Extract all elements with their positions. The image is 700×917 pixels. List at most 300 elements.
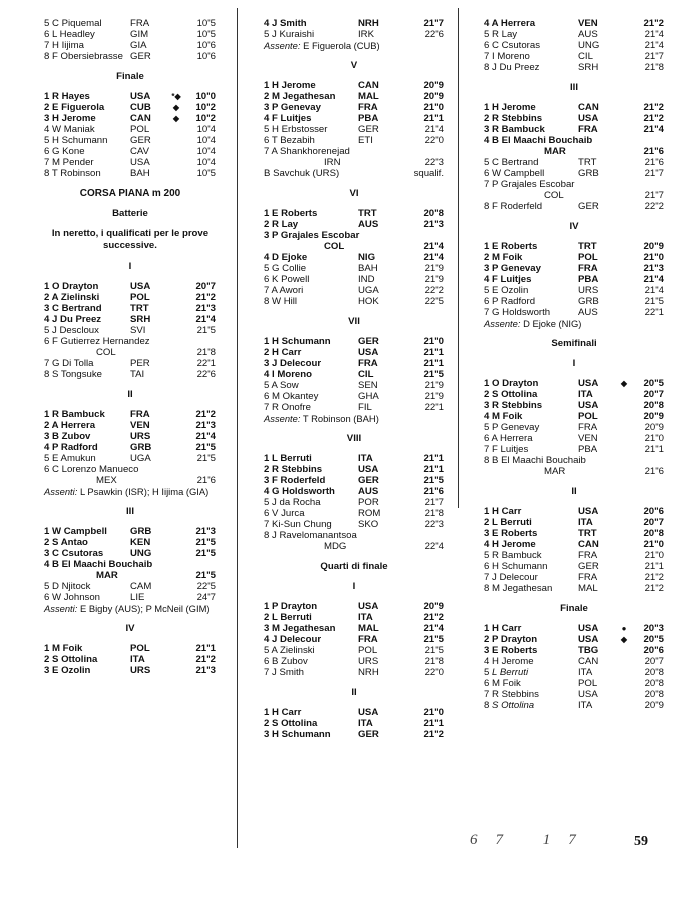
result-row [484, 517, 664, 528]
time-value: 21"4 [643, 124, 664, 135]
athlete-name: F Luitjes [492, 274, 532, 285]
place: 5 [264, 645, 270, 656]
country-code: CAM [130, 581, 152, 592]
record-marker [618, 62, 630, 73]
record-marker [170, 146, 182, 157]
result-row [484, 583, 664, 594]
athlete-cell [264, 80, 358, 91]
result-row [264, 168, 444, 179]
country-code: CAN [578, 656, 599, 667]
time-value: 10"2 [195, 113, 216, 124]
place: 1 [44, 91, 50, 102]
record-marker [170, 40, 182, 51]
status-note: squalif. [413, 168, 444, 179]
athlete-cell [484, 561, 578, 572]
time-value: 21"2 [644, 572, 664, 583]
record-marker: ◆ [620, 635, 628, 644]
athlete-cell [44, 654, 130, 665]
record-marker [626, 135, 636, 146]
athlete-cell [264, 296, 358, 307]
athlete-cell [264, 347, 358, 358]
absent-label: Assenti: [44, 486, 78, 497]
athlete-cell [484, 62, 578, 73]
country-code: URS [358, 656, 379, 667]
record-marker [618, 656, 630, 667]
result-row [264, 358, 444, 369]
place: 7 [484, 572, 490, 583]
country-code: MDG [324, 541, 347, 552]
result-row [484, 201, 664, 212]
result-row [484, 18, 664, 29]
place: 3 [264, 358, 270, 369]
athlete-name: C Piquemal [52, 18, 102, 29]
record-marker [398, 486, 410, 497]
result-row [44, 442, 216, 453]
result-row [264, 219, 444, 230]
place: 7 [484, 307, 490, 318]
place: 8 [484, 583, 490, 594]
place: 2 [264, 347, 270, 358]
country-code: POR [358, 497, 379, 508]
record-marker [618, 285, 630, 296]
athlete-cell [484, 583, 578, 594]
time-value: 22"1 [424, 402, 444, 413]
time-value: 20"5 [643, 378, 664, 389]
time-value: 10"5 [196, 29, 216, 40]
time-value: 24"7 [196, 592, 216, 603]
place: 4 [264, 113, 270, 124]
place: 6 [44, 29, 50, 40]
results-section [264, 18, 444, 51]
time-value: 21"0 [643, 252, 664, 263]
section-heading: Semifinali [551, 338, 597, 349]
record-marker [618, 572, 630, 583]
athlete-cell [484, 444, 578, 455]
record-marker [170, 18, 182, 29]
time-value: 21"5 [196, 325, 216, 336]
athlete-cell [44, 453, 130, 464]
athlete-name: H Carr [272, 707, 302, 718]
country-code: FRA [130, 409, 150, 420]
athlete-name: H Jerome [52, 113, 96, 124]
athlete-cell [484, 113, 578, 124]
country-code [358, 530, 398, 541]
athlete-name: M Foik [492, 252, 523, 263]
place: 2 [484, 634, 490, 645]
record-marker [618, 539, 630, 550]
athlete-name: B Zubov [272, 656, 308, 667]
time-value: 21"5 [195, 442, 216, 453]
result-row [264, 113, 444, 124]
section-heading: II [127, 389, 133, 400]
record-marker [170, 548, 182, 559]
result-row [484, 113, 664, 124]
country-code: TRT [358, 208, 377, 219]
country-code: VEN [578, 433, 598, 444]
country-code: ITA [578, 667, 593, 678]
result-row [264, 634, 444, 645]
athlete-name: W Campbell [492, 168, 545, 179]
country-code: NIG [358, 252, 376, 263]
result-row [44, 526, 216, 537]
result-row [264, 146, 444, 157]
record-marker [398, 623, 410, 634]
result-row [44, 102, 216, 113]
section-heading: Quarti di finale [320, 561, 388, 572]
results-section [264, 581, 444, 678]
country-code: POL [130, 292, 150, 303]
time-value: 20"8 [643, 400, 664, 411]
athlete-cell [484, 102, 578, 113]
place: 1 [264, 453, 270, 464]
athlete-name: A Shankhorenejad [271, 146, 350, 157]
country-code: SRH [578, 62, 599, 73]
country-code: KEN [130, 537, 151, 548]
result-row [484, 400, 664, 411]
time-value: 20"7 [643, 517, 664, 528]
time-value: 21"1 [195, 643, 216, 654]
athlete-name: J Ravelomanantsoa [272, 530, 357, 541]
country-code: TRT [578, 157, 597, 168]
place: 6 [264, 135, 270, 146]
record-marker [398, 29, 410, 40]
result-row [484, 656, 664, 667]
athlete-cell [484, 400, 578, 411]
athlete-name: E Roberts [492, 528, 538, 539]
absent-note [264, 40, 444, 51]
athlete-cell [44, 18, 130, 29]
time-value: 21"5 [644, 296, 664, 307]
athlete-name: C Csutoras [52, 548, 104, 559]
place: 1 [484, 506, 490, 517]
athlete-name: P Drayton [272, 601, 318, 612]
record-marker [618, 517, 630, 528]
athlete-cell [484, 307, 578, 318]
record-marker [398, 219, 410, 230]
country-code: COL [324, 241, 345, 252]
record-marker [618, 645, 630, 656]
record-marker [170, 526, 182, 537]
record-marker [618, 411, 630, 422]
country-code: AUS [578, 307, 598, 318]
result-row [44, 581, 216, 592]
time-value: 21"7 [423, 18, 444, 29]
absent-names: E Figuerola (CUB) [300, 40, 380, 51]
result-row [484, 411, 664, 422]
record-marker [618, 307, 630, 318]
result-row [44, 431, 216, 442]
place: 2 [484, 113, 490, 124]
athlete-cell [264, 230, 359, 241]
athlete-cell [44, 442, 130, 453]
time-value: 22"2 [424, 285, 444, 296]
athlete-cell [264, 18, 358, 29]
section-heading: Batterie [112, 208, 148, 219]
record-marker [618, 40, 630, 51]
section-note: In neretto, i qualificati per le prove successive. [51, 228, 209, 251]
country-code: FRA [358, 634, 378, 645]
place: 7 [264, 146, 270, 157]
athlete-name: G Collie [272, 263, 307, 274]
results-section [44, 261, 216, 380]
record-marker [618, 252, 630, 263]
athlete-cell [44, 464, 138, 475]
country-code: GER [578, 201, 599, 212]
place: 4 [264, 634, 270, 645]
result-row [264, 656, 444, 667]
results-column-3 [484, 18, 664, 720]
time-value: 20"6 [643, 506, 664, 517]
country-code: MAL [578, 583, 598, 594]
country-code: GER [358, 729, 379, 740]
athlete-name: H Jerome [272, 80, 316, 91]
athlete-name: A Herrera [51, 420, 96, 431]
country-code: HOK [358, 296, 379, 307]
time-value: 21"9 [424, 380, 444, 391]
time-value: 21"3 [195, 665, 216, 676]
country-code: GRB [578, 296, 599, 307]
country-code: POL [130, 643, 150, 654]
country-code: CUB [130, 102, 151, 113]
athlete-name: A Herrera [491, 433, 533, 444]
record-marker [618, 667, 630, 678]
time-value: 21"6 [644, 157, 664, 168]
time-value: 21"7 [424, 497, 444, 508]
country-code: AUS [578, 29, 598, 40]
place: 2 [484, 389, 490, 400]
result-row [484, 157, 664, 168]
record-marker [618, 263, 630, 274]
time-value: 21"1 [423, 453, 444, 464]
athlete-cell [44, 409, 130, 420]
athlete-name: F Obersiebrasse [52, 51, 123, 62]
country-code: GER [578, 561, 599, 572]
results-section [44, 71, 216, 179]
athlete-cell [44, 592, 130, 603]
athlete-name: J Delecour [272, 358, 322, 369]
section-heading: II [351, 687, 357, 698]
country-code: CIL [578, 51, 593, 62]
athlete-name: I Moreno [272, 369, 312, 380]
athlete-name: W Johnson [52, 592, 101, 603]
result-row [44, 665, 216, 676]
athlete-cell [484, 135, 592, 146]
country-code: IRN [324, 157, 341, 168]
athlete-cell [44, 581, 130, 592]
athlete-cell [264, 91, 358, 102]
athlete-cell [264, 263, 358, 274]
record-marker [618, 201, 630, 212]
place: 6 [484, 296, 490, 307]
time-value: 21"0 [423, 707, 444, 718]
result-row [44, 420, 216, 431]
time-value: 20"7 [644, 656, 664, 667]
athlete-cell [484, 241, 578, 252]
athlete-name: J Du Preez [492, 62, 540, 73]
handwritten-note: 67 17 [470, 832, 594, 848]
athlete-name: P Radford [52, 442, 98, 453]
athlete-cell [264, 358, 358, 369]
athlete-cell [44, 168, 130, 179]
place: 7 [44, 40, 50, 51]
country-code: URS [130, 665, 151, 676]
athlete-name: B Zubov [52, 431, 91, 442]
results-section [264, 433, 444, 552]
athlete-cell [484, 634, 578, 645]
place: 3 [264, 729, 270, 740]
time-value: 20"8 [644, 689, 664, 700]
time-value: 10"4 [196, 146, 216, 157]
result-row [264, 80, 444, 91]
section-heading: VIII [346, 433, 362, 444]
time-value: 22"6 [424, 29, 444, 40]
athlete-name: E Ozolin [492, 285, 529, 296]
country-code: MAL [358, 623, 379, 634]
place: 2 [264, 718, 270, 729]
country-code: FRA [578, 263, 598, 274]
athlete-cell [264, 634, 358, 645]
athlete-cell [44, 526, 130, 537]
section-heading: IV [125, 623, 135, 634]
athlete-name: H Carr [272, 347, 302, 358]
athlete-cell [264, 219, 358, 230]
time-value: 21"4 [423, 241, 444, 252]
country-code: FRA [130, 18, 150, 29]
time-value: 21"2 [643, 102, 664, 113]
time-value: 21"4 [424, 124, 444, 135]
country-code: ROM [358, 508, 381, 519]
athlete-cell [264, 475, 358, 486]
record-marker [175, 464, 186, 475]
athlete-name: M Foik [492, 678, 521, 689]
time-value: 20"9 [644, 422, 664, 433]
place: 3 [484, 124, 490, 135]
record-marker [398, 729, 410, 740]
time-value: 21"7 [644, 168, 664, 179]
record-marker [398, 464, 410, 475]
athlete-cell [484, 124, 578, 135]
athlete-name: W Maniak [52, 124, 95, 135]
athlete-cell [44, 91, 130, 102]
result-row [264, 285, 444, 296]
place: 2 [44, 102, 50, 113]
time-value [633, 455, 664, 466]
athlete-name: J da Rocha [272, 497, 321, 508]
country-code: PBA [578, 444, 598, 455]
athlete-cell [264, 168, 354, 179]
result-row [264, 497, 444, 508]
place: 3 [264, 475, 270, 486]
record-marker [618, 400, 630, 411]
place: 8 [484, 62, 490, 73]
athlete-name: T Bezabih [271, 135, 315, 146]
place: 3 [44, 431, 50, 442]
time-value: 21"2 [423, 612, 444, 623]
athlete-cell [264, 135, 358, 146]
result-row [484, 168, 664, 179]
result-row [264, 18, 444, 29]
record-marker [618, 274, 630, 285]
record-marker [398, 656, 410, 667]
record-marker [398, 601, 410, 612]
record-marker [618, 506, 630, 517]
athlete-name: J Du Preez [52, 314, 102, 325]
athlete-name: M Foik [52, 643, 83, 654]
time-value: 21"6 [423, 486, 444, 497]
results-column-2 [264, 18, 444, 749]
place: 6 [484, 40, 490, 51]
time-value: 10"6 [196, 40, 216, 51]
result-row [484, 29, 664, 40]
country-code: NRH [358, 667, 379, 678]
athlete-name: P Radford [492, 296, 536, 307]
absent-note [484, 318, 664, 329]
athlete-name: J Descloux [52, 325, 99, 336]
time-value: 21"2 [643, 18, 664, 29]
place: 4 [484, 539, 490, 550]
athlete-cell [264, 391, 358, 402]
athlete-name: R Bambuck [52, 409, 105, 420]
place: 8 [44, 51, 50, 62]
athlete-cell [44, 40, 130, 51]
country-code: NRH [358, 18, 379, 29]
athlete-cell [484, 179, 578, 190]
result-row [484, 678, 664, 689]
athlete-name: E Roberts [492, 645, 538, 656]
athlete-cell [44, 51, 130, 62]
place: 2 [264, 219, 270, 230]
place: 3 [44, 548, 50, 559]
time-value: 21"4 [195, 431, 216, 442]
result-row [484, 378, 664, 389]
country-code: COL [544, 190, 564, 201]
place: 5 [44, 325, 50, 336]
country-code: ITA [358, 718, 373, 729]
country-code: USA [578, 634, 599, 645]
athlete-cell [44, 303, 130, 314]
athlete-cell [44, 369, 130, 380]
time-value: 21"3 [643, 263, 664, 274]
country-code: FRA [578, 124, 598, 135]
record-marker [170, 442, 182, 453]
record-marker: ◆ [172, 103, 180, 112]
record-marker [618, 444, 630, 455]
absent-note [264, 413, 444, 424]
place: 7 [264, 402, 270, 413]
record-marker [170, 409, 182, 420]
country-code: TBG [578, 645, 599, 656]
athlete-cell [44, 124, 130, 135]
athlete-name: J Smith [272, 18, 307, 29]
athlete-name: T Robinson [51, 168, 101, 179]
record-marker [398, 208, 410, 219]
athlete-cell [484, 455, 586, 466]
record-marker [398, 102, 410, 113]
country-code: CAN [578, 102, 599, 113]
country-code: CAV [130, 146, 150, 157]
time-value: 21"1 [423, 358, 444, 369]
athlete-name: H Carr [492, 506, 522, 517]
place: 5 [44, 453, 50, 464]
athlete-cell [484, 433, 578, 444]
time-value: 20"8 [643, 528, 664, 539]
athlete-cell [264, 486, 358, 497]
result-row [44, 281, 216, 292]
country-code: TRT [130, 303, 149, 314]
athlete-cell [264, 146, 358, 157]
record-marker [618, 102, 630, 113]
record-marker [170, 29, 182, 40]
